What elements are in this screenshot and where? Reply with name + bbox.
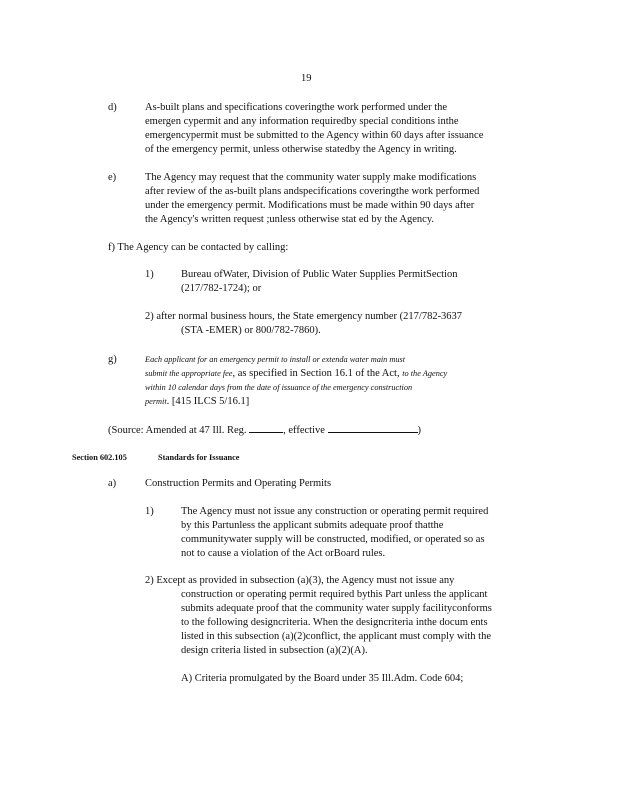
item-f2-line: (STA -EMER) or 800/782-7860).: [181, 325, 321, 336]
item-a2-line: construction or operating permit required bythis Part unless the applicant: [181, 589, 488, 600]
item-a1-line: The Agency must not issue any construction or operating permit required: [181, 506, 489, 517]
source-end: ): [417, 425, 422, 436]
item-a-label: a): [108, 478, 117, 489]
reg-blank: [249, 422, 283, 433]
item-e-line: after review of the as-built plans andspecifications coveringthe work performed: [145, 186, 480, 197]
item-a1-line: not to cause a violation of the Act orBoard rules.: [181, 548, 386, 559]
item-e-line: The Agency may request that the community water supply make modifications: [145, 172, 477, 183]
item-g-line: [145, 395, 249, 409]
item-e-label: e): [108, 172, 117, 183]
item-a2-line: submits adequate proof that the community water supply facilityconforms: [181, 603, 492, 614]
item-g-roman: . [415 ILCS 5/16.1]: [166, 396, 250, 407]
item-a2-line: listed in this subsection (a)(2)conflict, the applicant must comply with the: [181, 631, 491, 642]
item-a2-line: 2) Except as provided in subsection (a)(3), the Agency must not issue any: [145, 575, 455, 586]
item-f1-line: (217/782-1724); or: [181, 283, 262, 294]
page-number: 19: [301, 73, 312, 84]
item-f1-label: 1): [145, 269, 154, 280]
item-d-label: d): [108, 102, 117, 113]
item-g-roman: , as specified in Section 16.1 of the Act,: [232, 368, 400, 379]
item-a1-line: by this Partunless the applicant submits adequate proof thatthe: [181, 520, 444, 531]
item-a1-label: 1): [145, 506, 154, 517]
item-d-line: As-built plans and specifications coveringthe work performed under the: [145, 102, 448, 113]
item-a1-line: communitywater supply will be constructed, modified, or operated so as: [181, 534, 485, 545]
item-f1-line: Bureau ofWater, Division of Public Water Supplies PermitSection: [181, 269, 458, 280]
item-a2-line: design criteria listed in subsection (a)(2)(A).: [181, 645, 368, 656]
item-f-line: f) The Agency can be contacted by calling:: [108, 242, 289, 253]
item-g-italic: to the Agency: [402, 369, 448, 378]
item-g-line: Each applicant for an emergency permit to install or extenda water main must: [145, 355, 406, 364]
item-g-label: g): [108, 354, 117, 365]
section-title: Standards for Issuance: [158, 453, 240, 462]
section-number: Section 602.105: [72, 453, 127, 462]
item-d-line: emergencypermit must be submitted to the Agency within 60 days after issuance: [145, 130, 484, 141]
source-mid: , effective: [283, 425, 325, 436]
item-g-italic: permit: [145, 397, 167, 406]
source-start: (Source: Amended at 47 Ill. Reg.: [108, 425, 247, 436]
date-blank: [328, 422, 418, 433]
item-a2-line: to the following designcriteria. When the designcriteria inthe docum ents: [181, 617, 488, 628]
item-e-line: under the emergency permit. Modifications must be made within 90 days after: [145, 200, 475, 211]
item-g-italic: submit the appropriate fee: [145, 369, 233, 378]
item-a-title: Construction Permits and Operating Permits: [145, 478, 332, 489]
source-note: [108, 422, 421, 438]
item-d-line: of the emergency permit, unless otherwise statedby the Agency in writing.: [145, 144, 457, 155]
item-e-line: the Agency's written request ;unless otherwise stat ed by the Agency.: [145, 214, 435, 225]
item-f2-line: 2) after normal business hours, the State emergency number (217/782-3637: [145, 311, 463, 322]
item-g-line: within 10 calendar days from the date of issuance of the emergency construction: [145, 383, 413, 392]
item-g-line: [145, 367, 447, 381]
item-a2A-line: A) Criteria promulgated by the Board under 35 Ill.Adm. Code 604;: [181, 673, 464, 684]
item-d-line: emergen cypermit and any information requiredby special conditions inthe: [145, 116, 459, 127]
